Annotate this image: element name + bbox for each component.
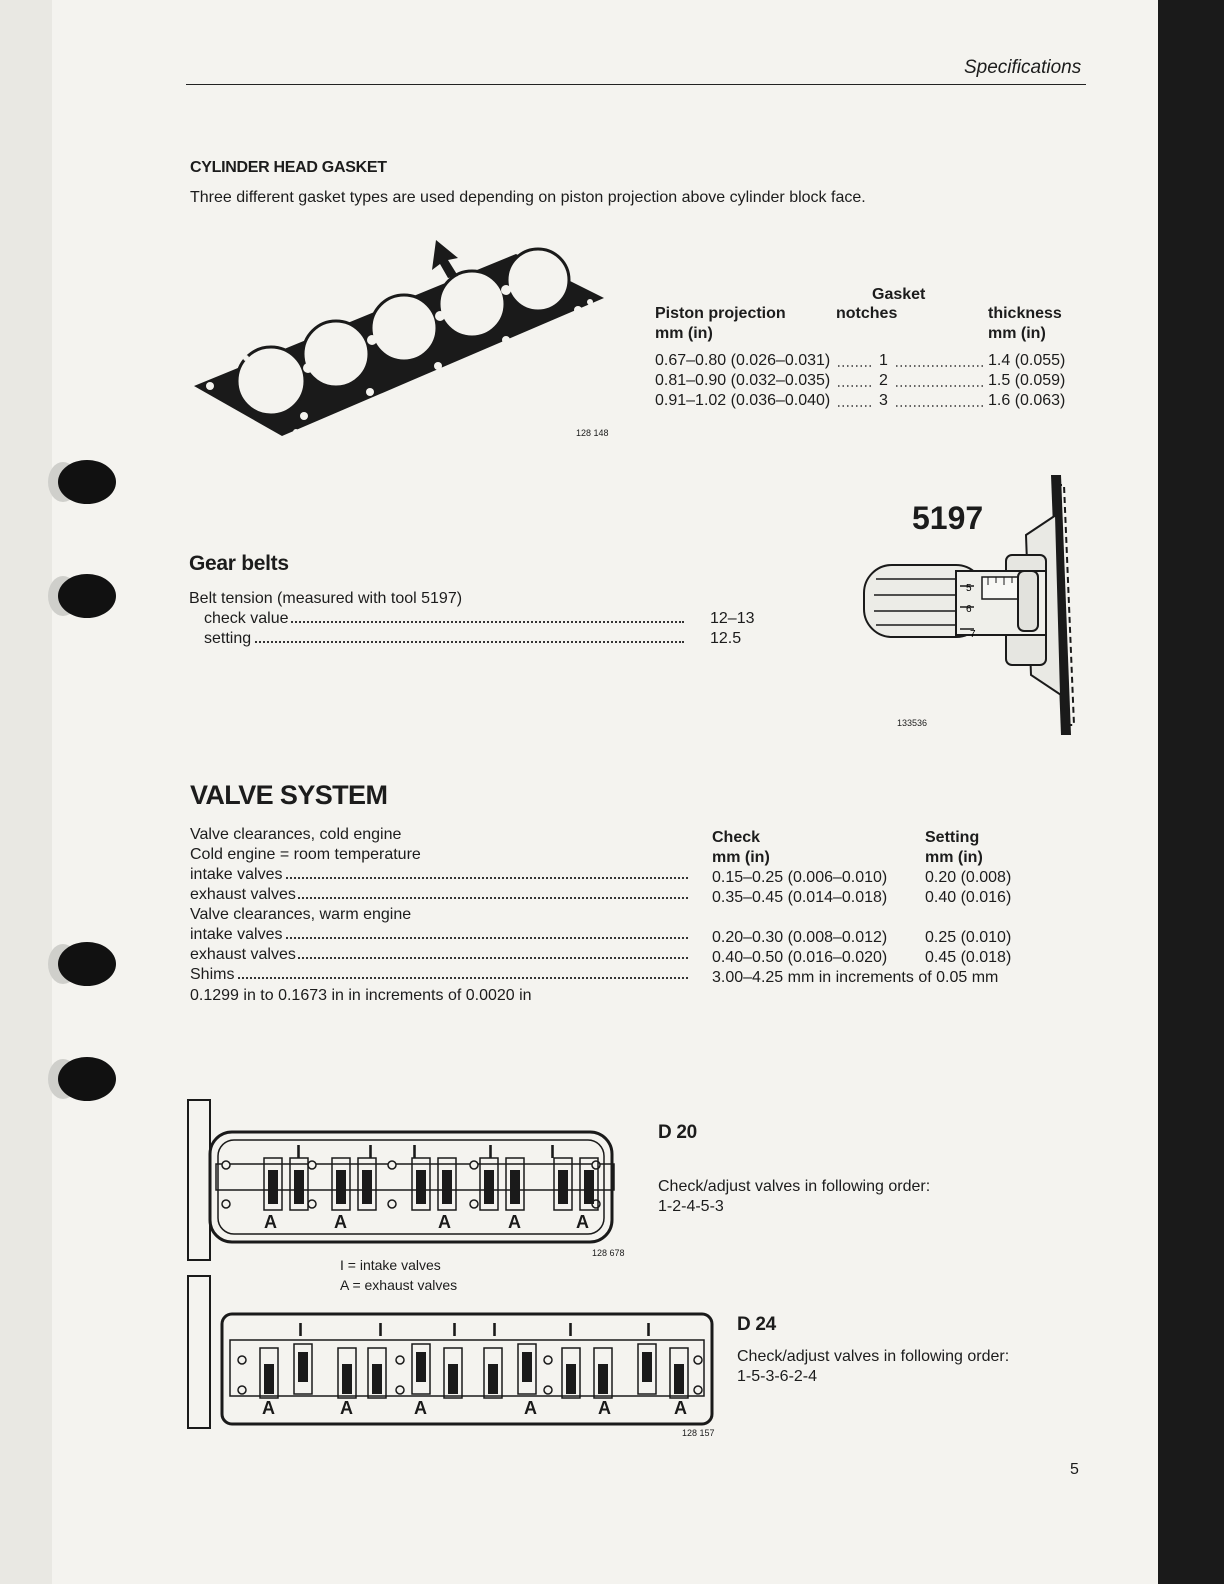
gauge-mark: 6 <box>966 604 972 615</box>
d24-exhaust-mark: A <box>524 1398 537 1418</box>
shims-label: Shims <box>190 966 235 983</box>
cold-intake-label: intake valves <box>190 866 283 883</box>
d20-intake-mark: I <box>550 1142 556 1162</box>
d24-exhaust-mark: A <box>674 1398 687 1418</box>
gauge-mark: 7 <box>970 629 976 640</box>
notches-col-heading: notches <box>836 305 898 322</box>
thickness-col-unit: mm (in) <box>988 325 1046 342</box>
cold-exhaust-label: exhaust valves <box>190 886 296 903</box>
cold-intake-row <box>190 866 688 882</box>
setting-col-heading: Setting <box>925 829 980 846</box>
d20-exhaust-mark: A <box>576 1212 589 1232</box>
d24-exhaust-mark: A <box>340 1398 353 1418</box>
binder-hole <box>58 1057 116 1101</box>
cold-engine-heading: Valve clearances, cold engine <box>190 826 402 843</box>
warm-intake-row <box>190 926 688 942</box>
d20-instruction: Check/adjust valves in following order: <box>658 1178 931 1195</box>
cold-exhaust-row <box>190 886 688 902</box>
gasket-illustration <box>186 236 616 446</box>
d20-intake-mark: I <box>488 1142 494 1162</box>
d24-intake-mark: I <box>298 1320 304 1340</box>
setting-col-unit: mm (in) <box>925 849 983 866</box>
warm-intake-setting: 0.25 (0.010) <box>925 929 1012 946</box>
belt-setting-value: 12.5 <box>710 630 742 647</box>
shims-row <box>190 966 688 982</box>
belt-check-value: 12–13 <box>710 610 755 627</box>
d20-intake-mark: I <box>368 1142 374 1162</box>
warm-exhaust-setting: 0.45 (0.018) <box>925 949 1012 966</box>
header-rule <box>186 84 1086 85</box>
d24-exhaust-mark: A <box>414 1398 427 1418</box>
d20-exhaust-mark: A <box>508 1212 521 1232</box>
d20-intake-mark: I <box>296 1142 302 1162</box>
piston-col-heading: Piston projection <box>655 305 786 322</box>
shims-note: 0.1299 in to 0.1673 in in increments of 0.0020 in <box>190 987 532 1004</box>
legend-intake: I = intake valves <box>340 1257 441 1273</box>
gasket-row-notches: 3 <box>879 392 888 409</box>
cold-engine-note: Cold engine = room temperature <box>190 846 421 863</box>
thickness-col-heading: thickness <box>988 305 1062 322</box>
binder-strip <box>0 0 52 1584</box>
d24-camshaft-diagram <box>186 1274 716 1432</box>
binder-hole <box>58 574 116 618</box>
shims-value: 3.00–4.25 mm in increments of 0.05 mm <box>712 969 999 986</box>
d20-order: 1-2-4-5-3 <box>658 1198 724 1215</box>
gasket-row-thickness: 1.5 (0.059) <box>988 372 1066 389</box>
d24-heading: D 24 <box>737 1314 776 1335</box>
gasket-row-thickness: 1.4 (0.055) <box>988 352 1066 369</box>
gasket-row-notches: 2 <box>879 372 888 389</box>
gasket-intro: Three different gasket types are used depending on piston projection above cylinder block face. <box>190 189 866 206</box>
cold-exhaust-setting: 0.40 (0.016) <box>925 889 1012 906</box>
d24-exhaust-mark: A <box>598 1398 611 1418</box>
d20-camshaft-diagram <box>186 1098 636 1264</box>
belt-check-label: check value <box>204 610 289 627</box>
belt-check-row <box>204 610 684 626</box>
warm-engine-heading: Valve clearances, warm engine <box>190 906 412 923</box>
d24-order: 1-5-3-6-2-4 <box>737 1368 818 1385</box>
d20-heading: D 20 <box>658 1122 697 1143</box>
d20-exhaust-mark: A <box>438 1212 451 1232</box>
page-number: 5 <box>1070 1461 1079 1478</box>
warm-intake-label: intake valves <box>190 926 283 943</box>
gasket-col-heading: Gasket <box>872 286 926 303</box>
valve-system-heading: VALVE SYSTEM <box>190 780 388 810</box>
gauge-mark: 5 <box>966 583 972 594</box>
piston-col-unit: mm (in) <box>655 325 713 342</box>
gasket-heading: CYLINDER HEAD GASKET <box>190 159 387 176</box>
check-col-unit: mm (in) <box>712 849 770 866</box>
legend-exhaust: A = exhaust valves <box>340 1277 458 1293</box>
d24-figure-number: 128 157 <box>682 1428 715 1438</box>
gasket-row-projection: 0.81–0.90 (0.032–0.035) <box>655 372 831 389</box>
gasket-row-projection: 0.91–1.02 (0.036–0.040) <box>655 392 831 409</box>
binder-hole <box>58 942 116 986</box>
check-col-heading: Check <box>712 829 761 846</box>
cold-exhaust-check: 0.35–0.45 (0.014–0.018) <box>712 889 888 906</box>
d24-intake-mark: I <box>492 1320 498 1340</box>
gauge-figure-number: 133536 <box>897 718 928 728</box>
warm-exhaust-check: 0.40–0.50 (0.016–0.020) <box>712 949 888 966</box>
warm-exhaust-label: exhaust valves <box>190 946 296 963</box>
belt-setting-label: setting <box>204 630 252 647</box>
gear-belts-heading: Gear belts <box>189 552 289 575</box>
d20-figure-number: 128 678 <box>592 1248 625 1258</box>
d20-exhaust-mark: A <box>334 1212 347 1232</box>
belt-tension-subtitle: Belt tension (measured with tool 5197) <box>189 590 463 607</box>
binder-hole <box>58 460 116 504</box>
gasket-row-thickness: 1.6 (0.063) <box>988 392 1066 409</box>
belt-setting-row <box>204 630 684 646</box>
tool-number: 5197 <box>912 500 984 536</box>
d24-intake-mark: I <box>646 1320 652 1340</box>
gasket-figure-number: 128 148 <box>576 428 609 438</box>
d24-instruction: Check/adjust valves in following order: <box>737 1348 1010 1365</box>
d24-exhaust-mark: A <box>262 1398 275 1418</box>
cold-intake-check: 0.15–0.25 (0.006–0.010) <box>712 869 888 886</box>
cold-intake-setting: 0.20 (0.008) <box>925 869 1012 886</box>
gasket-table-leaders <box>836 352 986 412</box>
d20-intake-mark: I <box>412 1142 418 1162</box>
warm-intake-check: 0.20–0.30 (0.008–0.012) <box>712 929 888 946</box>
d24-intake-mark: I <box>452 1320 458 1340</box>
warm-exhaust-row <box>190 946 688 962</box>
d24-intake-mark: I <box>568 1320 574 1340</box>
d20-exhaust-mark: A <box>264 1212 277 1232</box>
gasket-row-notches: 1 <box>879 352 888 369</box>
section-title: Specifications <box>964 57 1082 78</box>
gasket-row-projection: 0.67–0.80 (0.026–0.031) <box>655 352 831 369</box>
d24-intake-mark: I <box>378 1320 384 1340</box>
